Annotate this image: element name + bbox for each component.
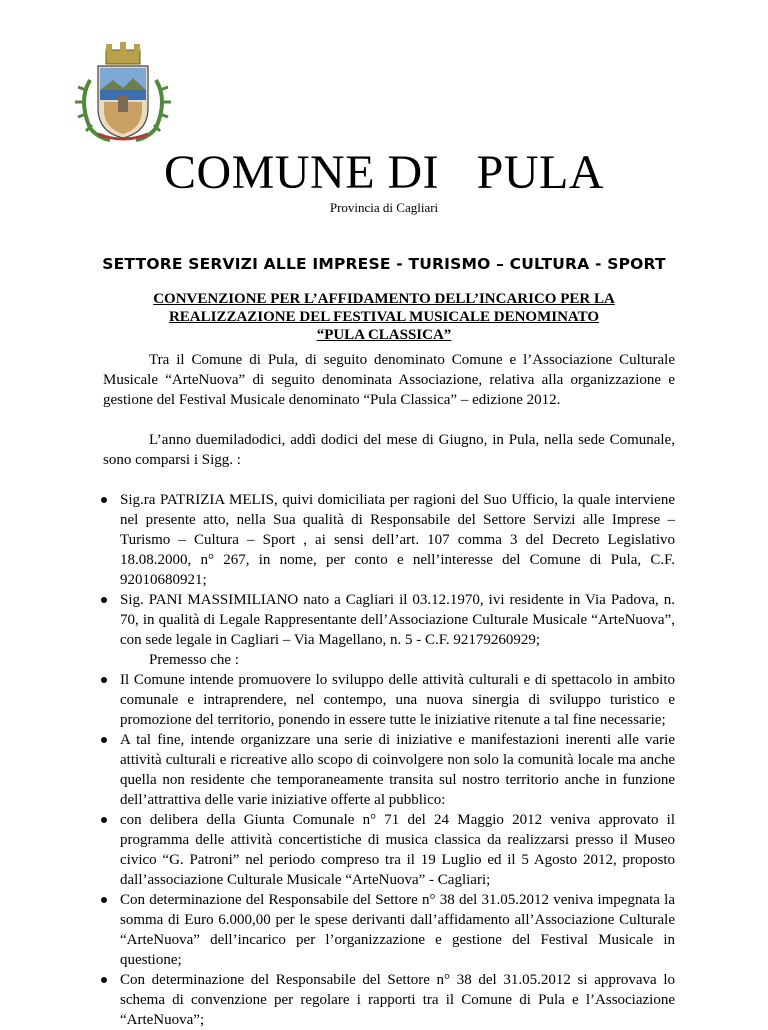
premesso-label: Premesso che :: [149, 652, 239, 668]
list-item: con delibera della Giunta Comunale n° 71 del 24 Maggio 2012 veniva approvato il programma delle attività concertistiche di musica classica da realizzarsi presso il Museo civico “G. Patroni” nel periodo compreso tra il 19 Luglio ed il 5 Agosto 2012, proposto dall’associazione Culturale Musicale “ArteNuova” - Cagliari;: [103, 810, 675, 890]
municipal-coat-of-arms-icon: [68, 40, 178, 145]
date-paragraph: L’anno duemiladodici, addì dodici del mese di Giugno, in Pula, nella sede Comunale, sono comparsi i Sigg. :: [103, 432, 675, 468]
convention-line-3: “PULA CLASSICA”: [316, 327, 452, 343]
list-item: A tal fine, intende organizzare una serie di iniziative e manifestazioni inerenti alle varie attività culturali e ricreative allo scopo di coinvolgere non solo la comunità locale ma anche quella non residente che temporaneamente transita sul nostro territorio anche in funzione dell’attrattiva delle varie iniziative offerte al pubblico:: [103, 730, 675, 810]
list-item: Con determinazione del Responsabile del Settore n° 38 del 31.05.2012 si approvava lo schema di convenzione per regolare i rapporti tra il Comune di Pula e l’Associazione “ArteNuova”;: [103, 970, 675, 1030]
convention-line-2: REALIZZAZIONE DEL FESTIVAL MUSICALE DENOMINATO: [168, 309, 600, 325]
intro-paragraph: Tra il Comune di Pula, di seguito denominato Comune e l’Associazione Culturale Musicale “ArteNuova” di seguito denominata Associazione, relativa alla organizzazione e gestione del Festival Musicale denominato “Pula Classica” – edizione 2012.: [103, 352, 675, 408]
page-title: COMUNE DI PULA: [164, 146, 604, 199]
list-item: Con determinazione del Responsabile del Settore n° 38 del 31.05.2012 veniva impegnata la somma di Euro 6.000,00 per le spese derivanti dall’affidamento all’Associazione Culturale “ArteNuova” dell’incarico per l’organizzazione e gestione del Festival Musicale in questione;: [103, 890, 675, 970]
sector-heading: SETTORE SERVIZI ALLE IMPRESE - TURISMO – CULTURA - SPORT: [102, 255, 666, 273]
convention-heading: [0, 290, 768, 344]
convention-line-1: CONVENZIONE PER L’AFFIDAMENTO DELL’INCARICO PER LA: [153, 291, 615, 307]
document-body: [103, 350, 675, 1030]
page-subtitle: Provincia di Cagliari: [329, 200, 439, 215]
list-item: Il Comune intende promuovere lo sviluppo delle attività culturali e di spettacolo in ambito comunale e intraprendere, nel contempo, una nuova sinergia di sviluppo turistico e promozione del territorio, ponendo in essere tutte le iniziative ritenute a tal fine necessarie;: [103, 670, 675, 730]
recitals-list: [103, 670, 675, 1030]
list-item: Sig. PANI MASSIMILIANO nato a Cagliari il 03.12.1970, ivi residente in Via Padova, n. 70, in qualità di Legale Rappresentante dell’Associazione Culturale Musicale “ArteNuova”, con sede legale in Cagliari – Via Magellano, n. 5 - C.F. 92179260929;: [103, 590, 675, 650]
list-item: Sig.ra PATRIZIA MELIS, quivi domiciliata per ragioni del Suo Ufficio, la quale interviene nel presente atto, nella Sua qualità di Responsabile del Settore Servizi alle Imprese – Turismo – Cultura – Sport , ai sensi dell’art. 107 comma 3 del Decreto Legislativo 18.08.2000, n° 267, in nome, per conto e nell’interesse del Comune di Pula, C.F. 92010680921;: [103, 490, 675, 590]
parties-list: [103, 490, 675, 650]
